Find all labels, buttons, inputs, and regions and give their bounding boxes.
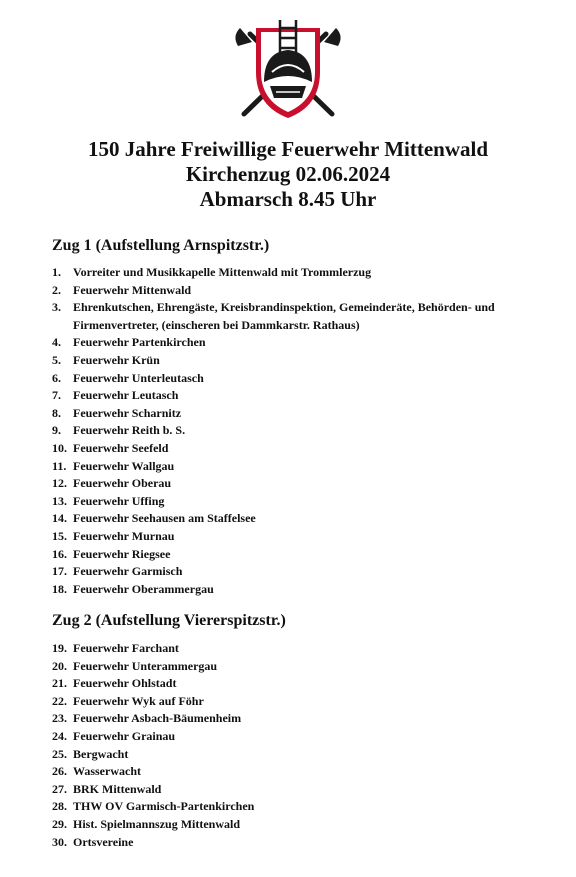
list-item: 12. Feuerwehr Oberau [52, 476, 172, 491]
list-item: 9. Feuerwehr Reith b. S. [52, 423, 186, 438]
zug1-list [52, 264, 522, 598]
list-item: 5. Feuerwehr Krün [52, 352, 160, 367]
list-item: 25. Bergwacht [52, 746, 129, 761]
list-item: 4. Feuerwehr Partenkirchen [52, 335, 206, 350]
list-item: 20. Feuerwehr Unterammergau [52, 658, 218, 673]
list-item: 13. Feuerwehr Uffing [52, 493, 165, 508]
list-item: 18. Feuerwehr Oberammergau [52, 581, 214, 596]
list-item: 8. Feuerwehr Scharnitz [52, 405, 182, 420]
document-subtitle: Kirchenzug 02.06.2024 [185, 162, 391, 186]
zug1-heading: Zug 1 (Aufstellung Arnspitzstr.) [52, 237, 270, 254]
list-item: 6. Feuerwehr Unterleutasch [52, 370, 204, 385]
zug2-heading: Zug 2 (Aufstellung Viererspitzstr.) [52, 612, 286, 629]
list-item: 17. Feuerwehr Garmisch [52, 564, 183, 579]
list-item: 27. BRK Mittenwald [52, 781, 162, 796]
list-item: 29. Hist. Spielmannszug Mittenwald [52, 816, 241, 831]
list-item: 10. Feuerwehr Seefeld [52, 440, 169, 455]
fire-brigade-emblem-icon [226, 14, 350, 126]
list-item: 23. Feuerwehr Asbach-Bäumenheim [52, 711, 242, 726]
list-item: 24. Feuerwehr Grainau [52, 728, 176, 743]
departure-time: Abmarsch 8.45 Uhr [199, 187, 377, 211]
list-item: 2. Feuerwehr Mittenwald [52, 282, 192, 297]
list-item: 26. Wasserwacht [52, 764, 141, 779]
list-item: 11. Feuerwehr Wallgau [52, 458, 175, 473]
list-item: 7. Feuerwehr Leutasch [52, 388, 179, 403]
zug2-list [52, 640, 522, 851]
list-item: 1. Vorreiter und Musikkapelle Mittenwald mit Trommlerzug [52, 265, 372, 279]
list-item: 30. Ortsvereine [52, 834, 134, 849]
list-item: 28. THW OV Garmisch-Partenkirchen [52, 799, 255, 814]
list-item: 14. Feuerwehr Seehausen am Staffelsee [52, 511, 256, 526]
document-header [0, 137, 576, 212]
list-item: 15. Feuerwehr Murnau [52, 528, 175, 543]
list-item: 19. Feuerwehr Farchant [52, 641, 179, 655]
list-item: 16. Feuerwehr Riegsee [52, 546, 171, 561]
document-title: 150 Jahre Freiwillige Feuerwehr Mittenwald [87, 137, 489, 161]
list-item: 22. Feuerwehr Wyk auf Föhr [52, 693, 204, 708]
list-item: 3. Ehrenkutschen, Ehrengäste, Kreisbrandinspektion, Gemeinderäte, Behörden- und Firmenvertreter, (einscheren bei Dammkarstr. Rathaus) [52, 300, 495, 332]
list-item: 21. Feuerwehr Ohlstadt [52, 676, 177, 691]
